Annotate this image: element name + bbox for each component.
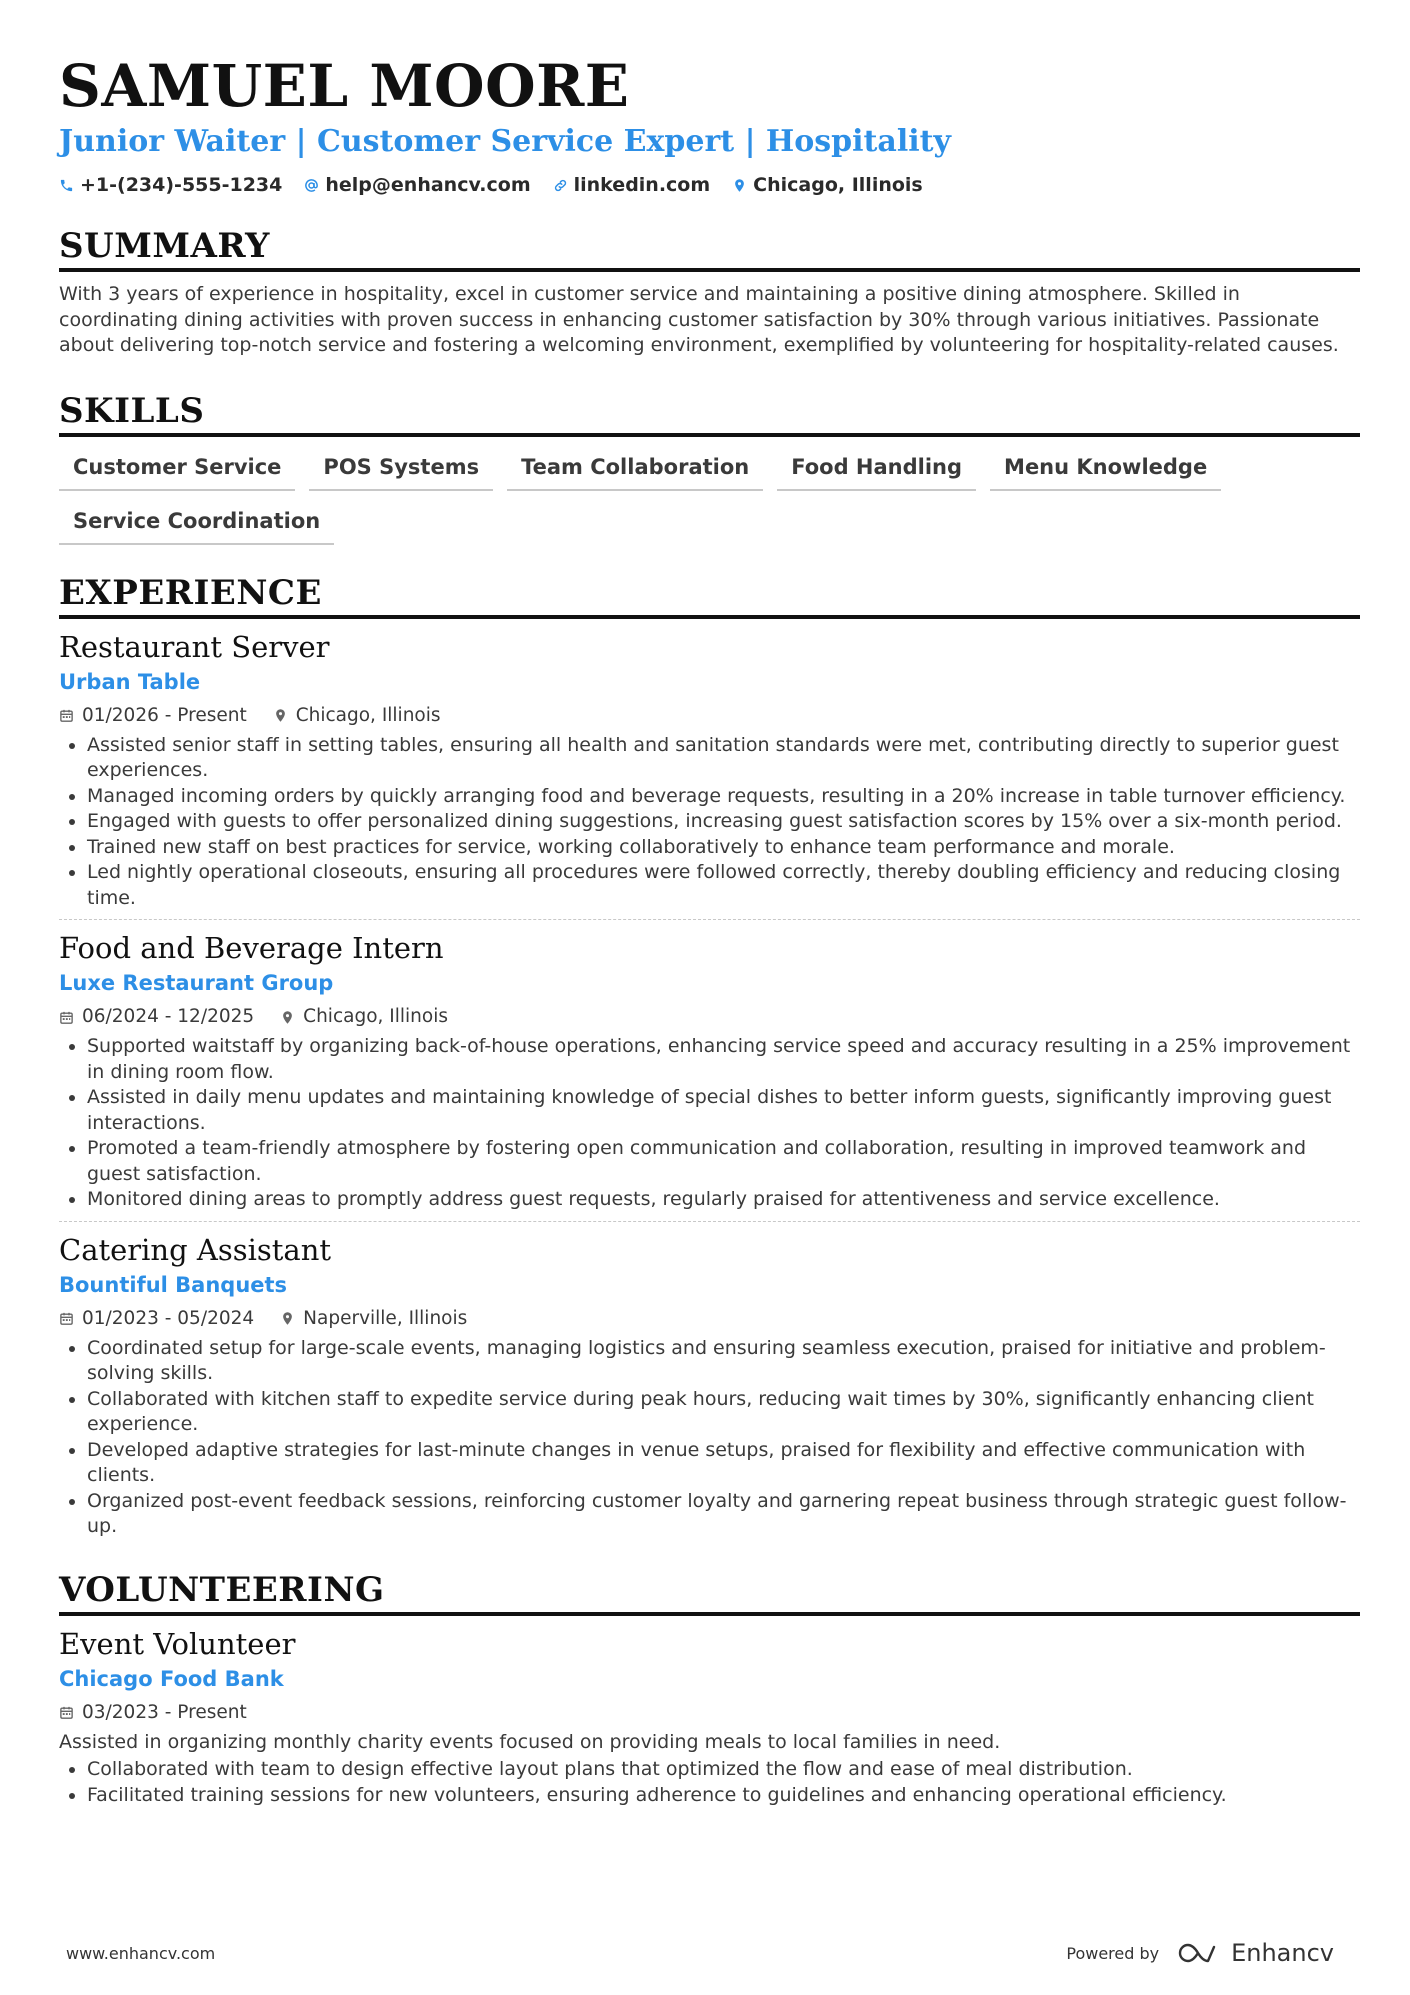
summary-title: SUMMARY bbox=[59, 226, 1360, 272]
job-meta bbox=[59, 1004, 1360, 1030]
job-meta bbox=[59, 1306, 1360, 1332]
job-location bbox=[280, 1004, 448, 1030]
location-pin-icon bbox=[280, 1010, 295, 1025]
list-item: • Managed incoming orders by quickly arranging food and beverage requests, resulting in a 20% increase in table turnover efficiency. bbox=[87, 784, 1360, 810]
skill-tag: Menu Knowledge bbox=[990, 451, 1221, 491]
contact-location-text: Chicago, Illinois bbox=[753, 174, 923, 196]
list-item: • Trained new staff on best practices for service, working collaboratively to enhance team performance and morale. bbox=[87, 835, 1360, 861]
location-pin-icon bbox=[732, 178, 747, 193]
job-dates-text: 01/2023 - 05/2024 bbox=[82, 1307, 255, 1329]
page-footer bbox=[66, 1939, 1334, 1967]
enhancv-logo-icon bbox=[1177, 1941, 1223, 1965]
list-item: • Promoted a team-friendly atmosphere by fostering open communication and collaboration, resulting in improved teamwork and guest satisfaction. bbox=[87, 1136, 1360, 1187]
skill-tag: Customer Service bbox=[59, 451, 295, 491]
candidate-headline: Junior Waiter | Customer Service Expert | Hospitality bbox=[59, 124, 951, 159]
volunteering-title: VOLUNTEERING bbox=[59, 1570, 1360, 1616]
brand-name: Enhancv bbox=[1231, 1939, 1334, 1967]
calendar-icon bbox=[59, 1705, 74, 1720]
job-dates bbox=[59, 703, 247, 729]
job-meta bbox=[59, 703, 1360, 729]
job-bullets bbox=[59, 733, 1360, 912]
job-location-text: Chicago, Illinois bbox=[295, 704, 441, 726]
volunteer-description: Assisted in organizing monthly charity events focused on providing meals to local families in need. bbox=[59, 1730, 1001, 1753]
volunteer-dates-text: 03/2023 - Present bbox=[82, 1701, 247, 1723]
skills-section bbox=[59, 391, 1360, 545]
summary-section bbox=[59, 226, 1360, 359]
contact-phone[interactable] bbox=[59, 174, 282, 196]
contact-linkedin[interactable] bbox=[553, 174, 711, 196]
job-location bbox=[273, 703, 441, 729]
list-item: • Engaged with guests to offer personalized dining suggestions, increasing guest satisfaction scores by 15% over a six-month period. bbox=[87, 809, 1360, 835]
contact-email-text: help@enhancv.com bbox=[325, 174, 531, 196]
job-dates-text: 01/2026 - Present bbox=[82, 704, 247, 726]
volunteer-bullets bbox=[59, 1757, 1360, 1808]
experience-title: EXPERIENCE bbox=[59, 573, 1360, 619]
list-item: • Supported waitstaff by organizing back-of-house operations, enhancing service speed and accuracy resulting in a 25% improvement in dining room flow. bbox=[87, 1034, 1360, 1085]
list-item: • Organized post-event feedback sessions, reinforcing customer loyalty and garnering repeat business through strategic guest follow-up. bbox=[87, 1489, 1360, 1540]
calendar-icon bbox=[59, 1311, 74, 1326]
job-role: Restaurant Server bbox=[59, 629, 330, 664]
list-item: • Developed adaptive strategies for last-minute changes in venue setups, praised for flexibility and effective communication with clients. bbox=[87, 1438, 1360, 1489]
job-location-text: Chicago, Illinois bbox=[303, 1006, 448, 1027]
link-icon bbox=[553, 178, 568, 193]
job-company: Luxe Restaurant Group bbox=[59, 971, 334, 995]
contact-location bbox=[732, 174, 923, 196]
experience-entry bbox=[59, 1232, 1360, 1548]
phone-icon bbox=[59, 178, 74, 193]
at-icon bbox=[304, 178, 319, 193]
resume-header bbox=[59, 48, 1360, 196]
contact-bar bbox=[59, 174, 1360, 196]
experience-entry bbox=[59, 930, 1360, 1222]
job-bullets bbox=[59, 1034, 1360, 1213]
list-item: • Led nightly operational closeouts, ensuring all procedures were followed correctly, thereby doubling efficiency and reducing closing time. bbox=[87, 860, 1360, 911]
skills-list bbox=[59, 451, 1360, 545]
contact-linkedin-text: linkedin.com bbox=[573, 174, 711, 196]
skill-tag: Team Collaboration bbox=[507, 451, 763, 491]
skill-tag: Food Handling bbox=[777, 451, 976, 491]
experience-entry bbox=[59, 629, 1360, 921]
job-company: Bountiful Banquets bbox=[59, 1272, 288, 1297]
summary-text: With 3 years of experience in hospitality, excel in customer service and maintaining a positive dining atmosphere. Skilled in coordinating dining activities with proven success in enhancing customer satisfaction by 30% through various initiatives. Passionate about delivering top-notch service and fostering a welcoming environment, exemplified by volunteering for hospitality-related causes. bbox=[59, 283, 1339, 356]
job-role: Catering Assistant bbox=[59, 1232, 332, 1267]
job-location-text: Naperville, Illinois bbox=[303, 1307, 468, 1329]
job-dates-text: 06/2024 - 12/2025 bbox=[82, 1006, 255, 1027]
list-item: • Monitored dining areas to promptly address guest requests, regularly praised for attentiveness and service excellence. bbox=[87, 1187, 1360, 1213]
experience-section bbox=[59, 573, 1360, 1548]
volunteer-meta bbox=[59, 1700, 1360, 1726]
location-pin-icon bbox=[273, 708, 288, 723]
job-dates bbox=[59, 1004, 254, 1030]
job-location bbox=[280, 1306, 467, 1332]
job-bullets bbox=[59, 1336, 1360, 1540]
location-pin-icon bbox=[280, 1311, 295, 1326]
job-company: Urban Table bbox=[59, 669, 201, 694]
list-item: • Collaborated with kitchen staff to expedite service during peak hours, reducing wait times by 30%, significantly enhancing client experience. bbox=[87, 1387, 1360, 1438]
candidate-name: SAMUEL MOORE bbox=[59, 52, 630, 120]
calendar-icon bbox=[59, 708, 74, 723]
calendar-icon bbox=[59, 1010, 74, 1025]
list-item: • Facilitated training sessions for new volunteers, ensuring adherence to guidelines and enhancing operational efficiency. bbox=[87, 1783, 1360, 1809]
brand-logo[interactable] bbox=[1177, 1939, 1334, 1967]
list-item: • Collaborated with team to design effective layout plans that optimized the flow and ease of meal distribution. bbox=[87, 1757, 1360, 1783]
contact-phone-text: +1-(234)-555-1234 bbox=[80, 174, 283, 196]
skill-tag: POS Systems bbox=[309, 451, 493, 491]
volunteer-dates bbox=[59, 1700, 247, 1726]
contact-email[interactable] bbox=[304, 174, 530, 196]
volunteer-org: Chicago Food Bank bbox=[59, 1666, 284, 1691]
skill-tag: Service Coordination bbox=[59, 505, 334, 545]
job-dates bbox=[59, 1306, 254, 1332]
volunteer-role: Event Volunteer bbox=[59, 1626, 296, 1661]
footer-website[interactable]: www.enhancv.com bbox=[66, 1943, 216, 1963]
job-role: Food and Beverage Intern bbox=[59, 931, 444, 965]
list-item: • Assisted in daily menu updates and maintaining knowledge of special dishes to better inform guests, significantly improving guest interactions. bbox=[87, 1085, 1360, 1136]
list-item: • Coordinated setup for large-scale events, managing logistics and ensuring seamless execution, praised for initiative and problem-solving skills. bbox=[87, 1336, 1360, 1387]
volunteering-section bbox=[59, 1570, 1360, 1809]
skills-title: SKILLS bbox=[59, 391, 1360, 437]
powered-by bbox=[1066, 1939, 1334, 1967]
list-item: • Assisted senior staff in setting tables, ensuring all health and sanitation standards were met, contributing directly to superior guest experiences. bbox=[87, 733, 1360, 784]
powered-by-label: Powered by bbox=[1066, 1943, 1160, 1963]
